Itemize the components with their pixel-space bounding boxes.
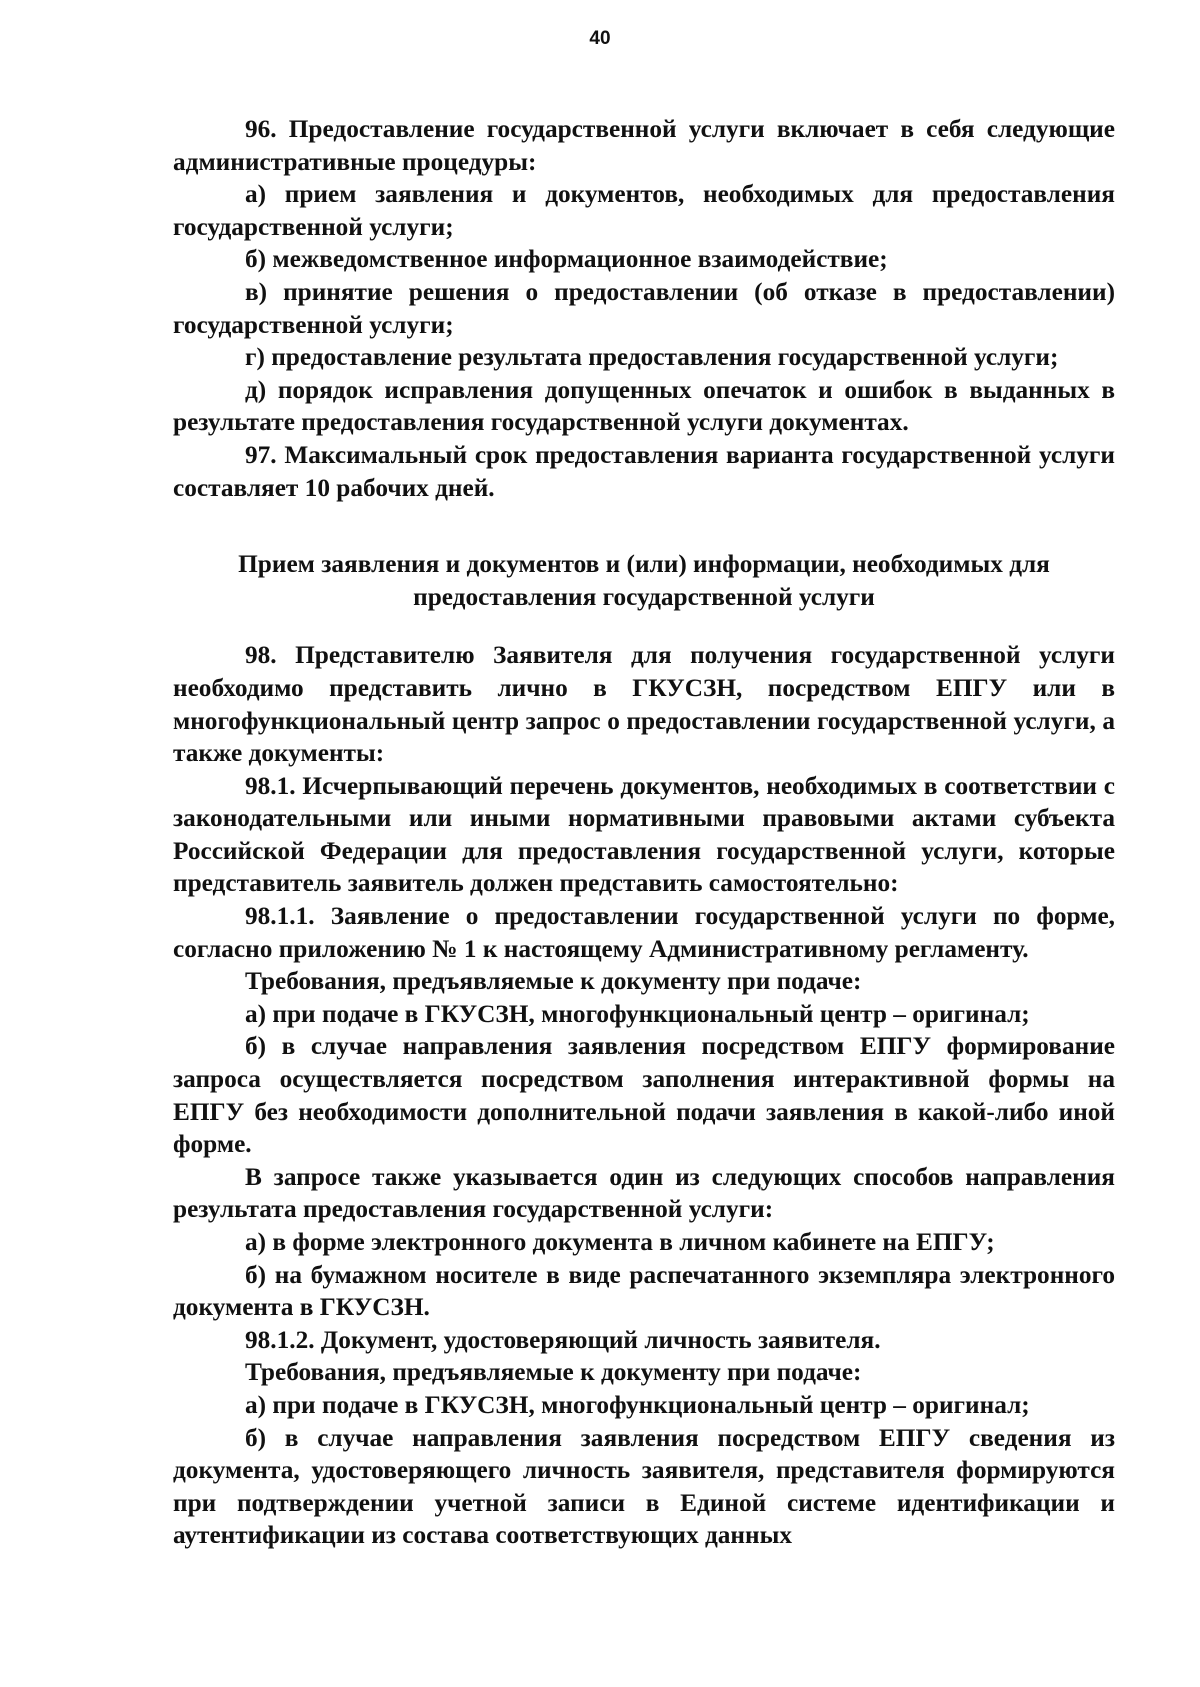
document-body	[173, 113, 1115, 1552]
list-item-b: б) межведомственное информационное взаимодействие;	[245, 245, 888, 274]
requirements-line-2: Требования, предъявляемые к документу при подаче:	[245, 1358, 862, 1387]
requirement-b: б) в случае направления заявления посредством ЕПГУ формирование запроса осуществляется посредством заполнения интерактивной формы на ЕПГУ без необходимости дополнительной подачи заявления в какой-либо иной форме.	[173, 1032, 1115, 1159]
requirements-line: Требования, предъявляемые к документу при подаче:	[245, 967, 862, 996]
method-b: б) на бумажном носителе в виде распечатанного экземпляра электронного документа в ГКУСЗН.	[173, 1260, 1115, 1322]
section-heading: Прием заявления и документов и (или) информации, необходимых для предоставления государственной услуги	[238, 550, 1050, 611]
list-item-g: г) предоставление результата предоставления государственной услуги;	[245, 343, 1059, 372]
paragraph-98: 98. Представителю Заявителя для получения государственной услуги необходимо представить лично в ГКУСЗН, посредством ЕПГУ или в многофункциональный центр запрос о предоставлении государственной услуги, а также документы:	[173, 641, 1115, 768]
requirement-b-2: б) в случае направления заявления посредством ЕПГУ сведения из документа, удостоверяющего личность заявителя, представителя формируются при подтверждении учетной записи в Единой системе идентификации и аутентификации из состава соответствующих данных	[173, 1423, 1115, 1550]
paragraph-96: 96. Предоставление государственной услуги включает в себя следующие административные процедуры:	[173, 115, 1115, 176]
paragraph-98-1-1: 98.1.1. Заявление о предоставлении государственной услуги по форме, согласно приложению № 1 к настоящему Административному регламенту.	[173, 902, 1115, 963]
paragraph-97: 97. Максимальный срок предоставления варианта государственной услуги составляет 10 рабочих дней.	[173, 440, 1115, 502]
method-a: а) в форме электронного документа в личном кабинете на ЕПГУ;	[245, 1228, 995, 1256]
requirement-a: а) при подаче в ГКУСЗН, многофункциональный центр – оригинал;	[245, 999, 1030, 1028]
page-number: 40	[589, 28, 611, 49]
list-item-v: в) принятие решения о предоставлении (об отказе в предоставлении) государственной услуги;	[173, 277, 1115, 339]
requirement-a-2: а) при подаче в ГКУСЗН, многофункциональный центр – оригинал;	[245, 1390, 1030, 1419]
paragraph-98-1-2: 98.1.2. Документ, удостоверяющий личность заявителя.	[245, 1325, 881, 1354]
list-item-d: д) порядок исправления допущенных опечаток и ошибок в выданных в результате предоставления государственной услуги документах.	[173, 375, 1115, 437]
paragraph-98-1: 98.1. Исчерпывающий перечень документов, необходимых в соответствии с законодательными или иными нормативными правовыми актами субъекта Российской Федерации для предоставления государственной услуги, которые представитель заявитель должен представить самостоятельно:	[173, 771, 1115, 898]
request-methods: В запросе также указывается один из следующих способов направления результата предоставления государственной услуги:	[173, 1162, 1115, 1224]
list-item-a: а) прием заявления и документов, необходимых для предоставления государственной услуги;	[173, 180, 1115, 241]
